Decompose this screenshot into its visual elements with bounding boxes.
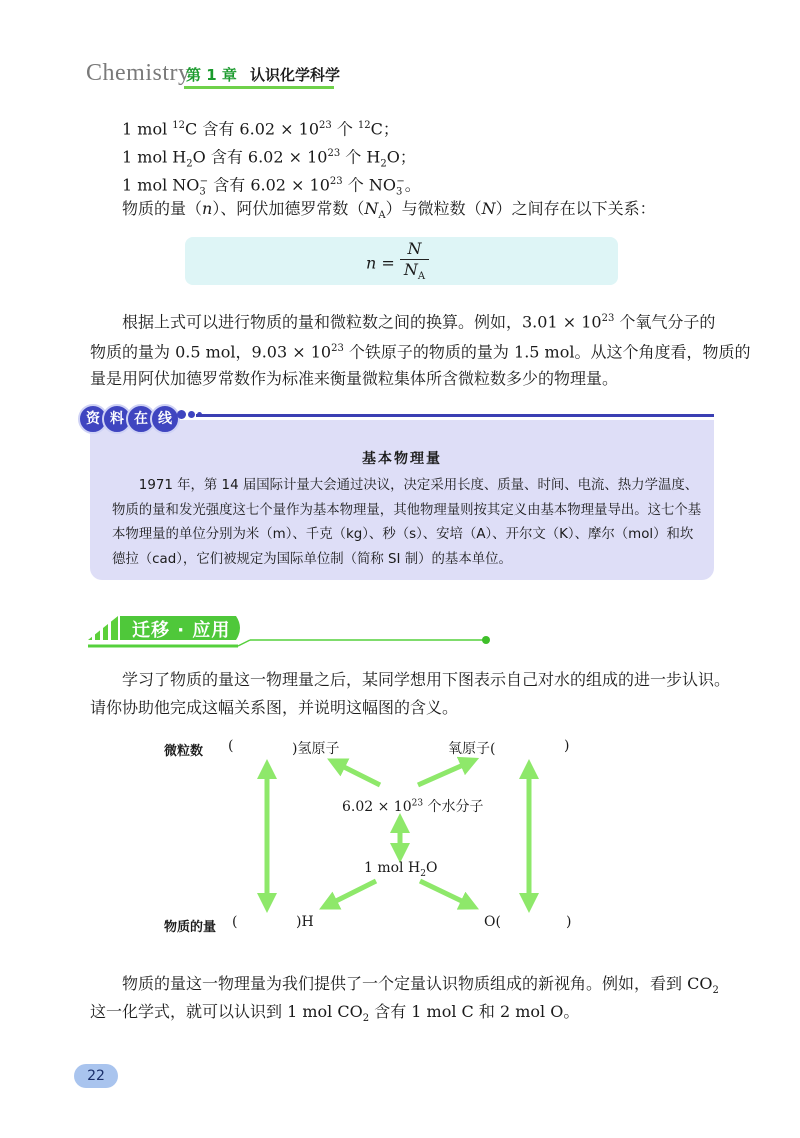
diagram-label-particles: 微粒数 [164, 744, 204, 759]
chapter-title: 认识化学科学 [250, 66, 341, 84]
header-underline [184, 86, 334, 89]
example-line-c12: 1 mol $^{12}$C 含有 $6.02 \times 10^{23}$ 个 $^{12}$C； [122, 119, 399, 139]
info-body: 1971 年，第 14 届国际计量大会通过决议，决定采用长度、质量、时间、电流、热力学温度、物质的量和发光强度这七个量作为基本物理量，其他物理量则按其定义由基本物理量导出。这七个基本物理量的单位分别为米（m）、千克（kg）、秒（s）、安培（A）、开尔文（K）、摩尔（mol）和坎德拉（cad），它们被规定为国际单位制（简称 SI 制）的基本单位。 [112, 478, 702, 567]
diagram-oxygen-atoms: 氧原子( [448, 741, 496, 757]
info-header-bar [196, 414, 714, 417]
diagram-label-amount: 物质的量 [164, 920, 217, 935]
info-badge-1: 资 [78, 404, 108, 434]
info-heading: 基本物理量 [362, 451, 442, 467]
info-badge-3: 在 [126, 404, 156, 434]
diagram-hydrogen-atoms: )氢原子 [292, 741, 340, 757]
info-dot-icon [188, 411, 195, 418]
example-line-no3: 1 mol $NO_3^-$ 含有 $6.02 \times 10^{23}$ 个 $NO_3^-$。 [122, 175, 421, 198]
info-badge-2: 料 [102, 404, 132, 434]
formula: n = $\frac{N}{N_A}$ [366, 239, 429, 287]
diagram-o-amount: O( [484, 914, 501, 930]
closing-line1: 物质的量这一物理量为我们提供了一个定量认识物质组成的新视角。例如，看到 $CO_2$ [122, 974, 719, 997]
chapter-number: 第 1 章 [186, 66, 237, 84]
task-line1: 学习了物质的量这一物理量之后，某同学想用下图表示自己对水的组成的进一步认识。 [122, 670, 731, 689]
example-line-h2o: 1 mol $H_2O$ 含有 $6.02 \times 10^{23}$ 个 $H_2O$； [122, 147, 416, 170]
task-line2: 请你协助他完成这幅关系图，并说明这幅图的含义。 [90, 698, 459, 717]
info-badge-4: 线 [150, 404, 180, 434]
diagram-water-molecules: $6.02 \times 10^{23}$ 个水分子 [342, 798, 484, 815]
diagram-blank-h-open: ( [228, 738, 234, 754]
relation-diagram-arrows [150, 755, 570, 920]
book-title: Chemistry [86, 60, 191, 86]
diagram-blank-h2-open: ( [232, 914, 238, 930]
page-number: 22 [74, 1064, 118, 1088]
paragraph-conversion-line3: 量是用阿伏加德罗常数作为标准来衡量微粒集体所含微粒数多少的物理量。 [90, 369, 619, 388]
paragraph-conversion-line1: 根据上式可以进行物质的量和微粒数之间的换算。例如，$3.01 \times 10^{23}$ 个氧气分子的 [122, 312, 716, 332]
diagram-water-mol: 1 mol $H_2O$ [364, 860, 438, 879]
diagram-blank-o2-close: ) [566, 914, 572, 930]
closing-line2: 这一化学式，就可以认识到 1 mol $CO_2$ 含有 1 mol C 和 2 mol O。 [90, 1002, 580, 1025]
diagram-blank-o-close: ) [564, 738, 570, 754]
info-dot-icon [177, 410, 186, 419]
relation-intro: 物质的量（n）、阿伏加德罗常数$(N_A)$与微粒数（N）之间存在以下关系： [122, 199, 656, 222]
section-title: 迁移 · 应用 [132, 620, 231, 641]
paragraph-conversion-line2: 物质的量为 0.5 mol，$9.03 \times 10^{23}$ 个铁原子的物质的量为 1.5 mol。从这个角度看，物质的 [90, 342, 751, 362]
diagram-h-amount: )H [296, 914, 314, 930]
